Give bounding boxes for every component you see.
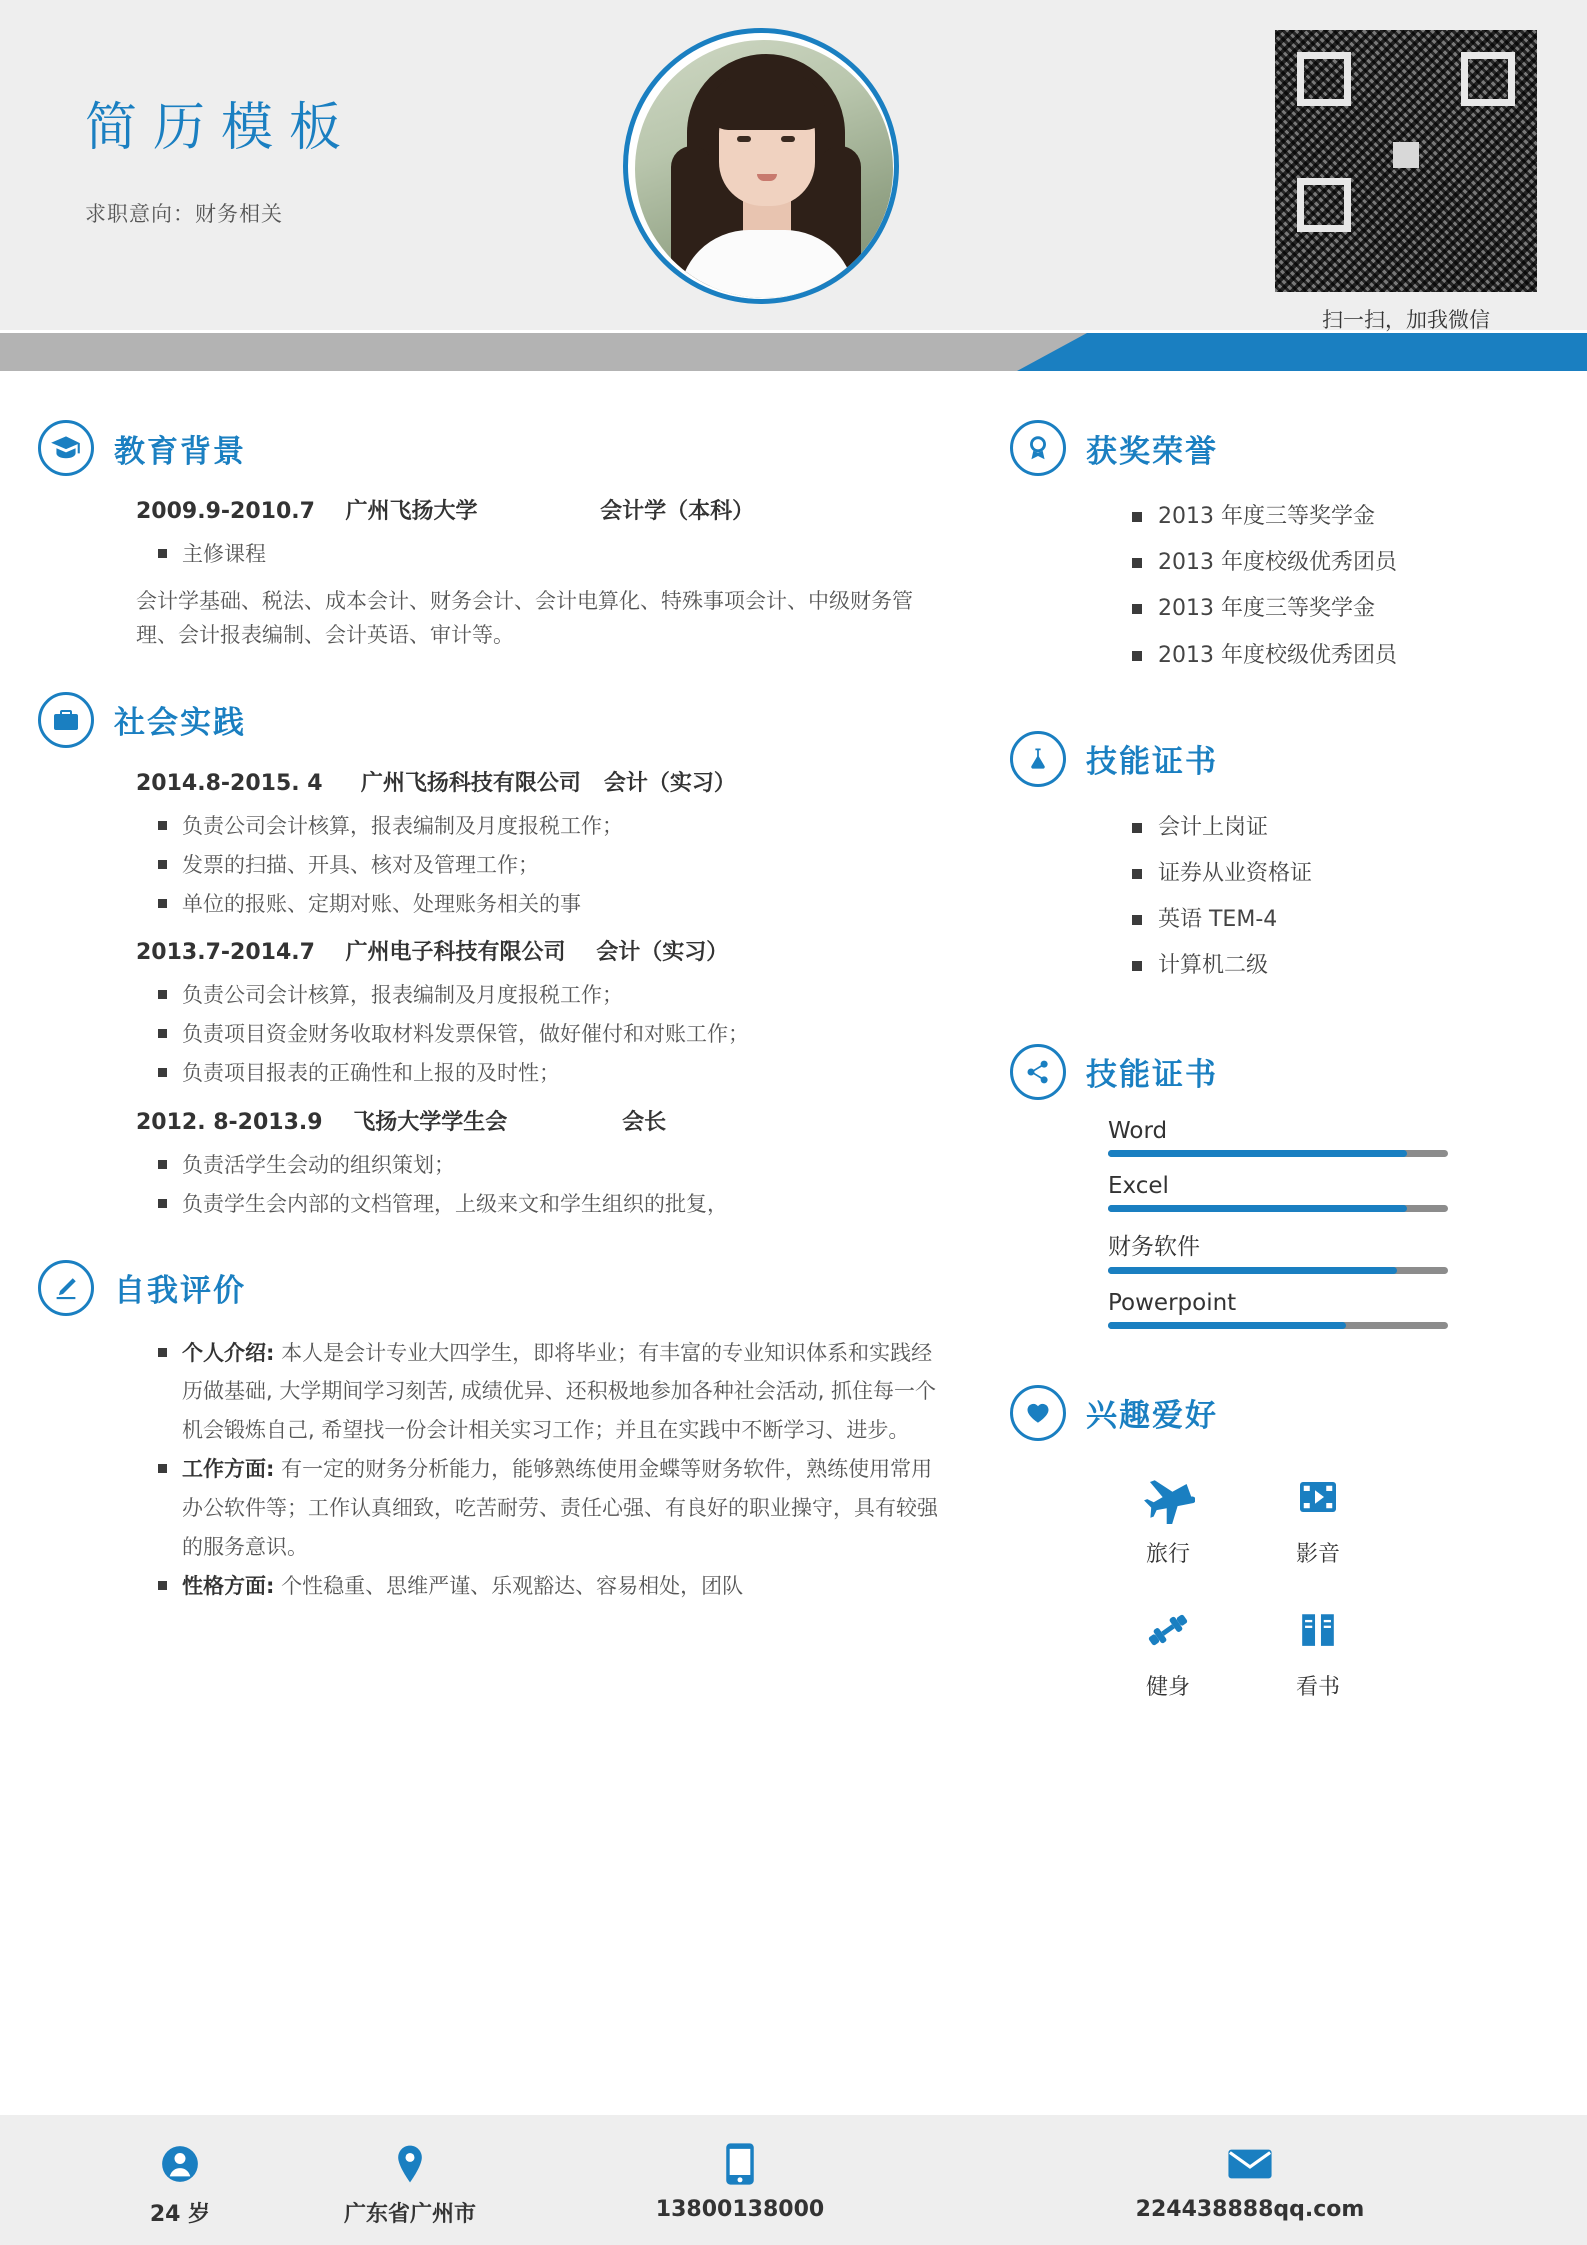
skill-bar-fill bbox=[1108, 1150, 1407, 1157]
hobby-label: 看书 bbox=[1295, 1674, 1340, 1700]
skill-bar-track bbox=[1108, 1150, 1448, 1157]
section-skills bbox=[1010, 1044, 1530, 1329]
hobby-item bbox=[1258, 1467, 1378, 1568]
list-item: 负责公司会计核算，报表编制及月度报税工作； bbox=[136, 807, 938, 846]
briefcase-icon bbox=[38, 692, 94, 748]
hobby-item bbox=[1108, 1600, 1228, 1701]
divider-band-accent bbox=[1017, 333, 1587, 371]
skill-name: Excel bbox=[1108, 1172, 1169, 1199]
qr-eye-bottom-left bbox=[1297, 178, 1351, 232]
section-education bbox=[38, 420, 938, 652]
skill-item bbox=[1108, 1290, 1530, 1329]
section-hobbies bbox=[1010, 1385, 1530, 1701]
education-entry bbox=[38, 494, 938, 652]
header bbox=[0, 0, 1587, 330]
practice-bullets bbox=[136, 976, 938, 1093]
mobile-phone-icon bbox=[723, 2139, 757, 2189]
share-nodes-icon bbox=[1010, 1044, 1066, 1100]
footer-location: 广东省广州市 bbox=[343, 2202, 476, 2227]
practice-entry bbox=[38, 766, 938, 924]
self-eval-text: 个性稳重、思维严谨、乐观豁达、容易相处，团队 bbox=[274, 1573, 744, 1598]
practice-entry bbox=[38, 935, 938, 1093]
list-item bbox=[136, 1334, 938, 1451]
skill-item bbox=[1108, 1118, 1530, 1157]
envelope-icon bbox=[1227, 2139, 1273, 2189]
award-medal-icon bbox=[1010, 420, 1066, 476]
section-header bbox=[1010, 1385, 1530, 1441]
section-title: 技能证书 bbox=[1086, 744, 1218, 781]
skill-item bbox=[1108, 1228, 1530, 1274]
list-item: 负责公司会计核算，报表编制及月度报税工作； bbox=[136, 976, 938, 1015]
section-header bbox=[1010, 1044, 1530, 1100]
section-header bbox=[38, 1260, 938, 1316]
section-title: 社会实践 bbox=[114, 705, 246, 742]
education-entry-head: 2009.9-2010.7 广州飞扬大学 会计学（本科） bbox=[136, 499, 755, 524]
qr-center bbox=[1393, 142, 1419, 168]
list-item: 计算机二级 bbox=[1108, 943, 1530, 989]
section-awards bbox=[1010, 420, 1530, 679]
footer-age: 24 岁 bbox=[149, 2202, 211, 2227]
practice-entry-head: 2014.8-2015. 4 广州飞扬科技有限公司 会计（实习） bbox=[136, 770, 736, 796]
footer bbox=[0, 2115, 1587, 2245]
certificates-list bbox=[1010, 805, 1530, 990]
open-book-icon bbox=[1258, 1600, 1378, 1660]
avatar bbox=[623, 28, 899, 304]
list-item: 会计上岗证 bbox=[1108, 805, 1530, 851]
section-header bbox=[38, 420, 938, 476]
list-item: 2013 年度三等奖学金 bbox=[1108, 494, 1530, 540]
airplane-icon bbox=[1108, 1467, 1228, 1527]
skill-bar-fill bbox=[1108, 1205, 1407, 1212]
qr-block bbox=[1275, 30, 1537, 334]
practice-bullets bbox=[136, 1146, 938, 1224]
list-item: 单位的报账、定期对账、处理账务相关的事 bbox=[136, 885, 938, 924]
list-item: 2013 年度校级优秀团员 bbox=[1108, 633, 1530, 679]
flask-icon bbox=[1010, 731, 1066, 787]
section-practice bbox=[38, 692, 938, 1224]
section-header bbox=[1010, 420, 1530, 476]
hobbies-grid bbox=[1010, 1467, 1530, 1701]
practice-bullets bbox=[136, 807, 938, 924]
skills-list bbox=[1010, 1118, 1530, 1329]
left-column bbox=[38, 420, 938, 1618]
list-item: 英语 TEM-4 bbox=[1108, 897, 1530, 943]
list-item: 2013 年度三等奖学金 bbox=[1108, 586, 1530, 632]
title-block bbox=[85, 85, 605, 228]
heart-icon bbox=[1010, 1385, 1066, 1441]
list-item: 负责项目报表的正确性和上报的及时性； bbox=[136, 1054, 938, 1093]
footer-item-age bbox=[120, 2139, 240, 2228]
pencil-edit-icon bbox=[38, 1260, 94, 1316]
avatar-eye-right bbox=[781, 136, 795, 142]
skill-bar-track bbox=[1108, 1322, 1448, 1329]
self-evaluation-list bbox=[38, 1334, 938, 1606]
education-bullets bbox=[136, 535, 938, 574]
skill-name: Word bbox=[1108, 1117, 1168, 1144]
section-header bbox=[38, 692, 938, 748]
self-eval-label: 性格方面: bbox=[182, 1573, 275, 1598]
skill-name: Powerpoint bbox=[1108, 1289, 1237, 1316]
section-title: 自我评价 bbox=[114, 1273, 246, 1310]
list-item: 负责活学生会动的组织策划； bbox=[136, 1146, 938, 1185]
section-title: 获奖荣誉 bbox=[1086, 433, 1218, 470]
self-eval-label: 个人介绍: bbox=[182, 1340, 275, 1365]
section-title: 教育背景 bbox=[114, 433, 246, 470]
list-item: 2013 年度校级优秀团员 bbox=[1108, 540, 1530, 586]
footer-item-email[interactable] bbox=[1090, 2139, 1410, 2222]
video-player-icon bbox=[1258, 1467, 1378, 1527]
right-column bbox=[1010, 420, 1530, 1709]
section-title: 技能证书 bbox=[1086, 1057, 1218, 1093]
skill-bar-track bbox=[1108, 1205, 1448, 1212]
skill-bar-fill bbox=[1108, 1322, 1346, 1329]
education-detail: 会计学基础、税法、成本会计、财务会计、会计电算化、特殊事项会计、中级财务管理、会计报表编制、会计英语、审计等。 bbox=[136, 588, 913, 647]
practice-entry-head: 2013.7-2014.7 广州电子科技有限公司 会计（实习） bbox=[136, 940, 729, 966]
self-eval-text: 本人是会计专业大四学生，即将毕业；有丰富的专业知识体系和实践经历做基础, 大学期间学习刻苦, 成绩优异、还积极地参加各种社会活动, 抓住每一个机会锻炼自己, 希望找一份会计相关实习工作；并且在实践中不断学习、进步。 bbox=[182, 1340, 937, 1443]
practice-entry bbox=[38, 1105, 938, 1224]
section-header bbox=[1010, 731, 1530, 787]
hobby-label: 旅行 bbox=[1145, 1541, 1190, 1567]
avatar-image bbox=[635, 40, 893, 298]
avatar-eye-left bbox=[737, 136, 751, 142]
self-eval-label: 工作方面: bbox=[182, 1457, 275, 1482]
hobby-label: 影音 bbox=[1295, 1541, 1340, 1567]
list-item: 负责项目资金财务收取材料发票保管，做好催付和对账工作； bbox=[136, 1015, 938, 1054]
footer-item-phone[interactable] bbox=[620, 2139, 860, 2222]
section-self-evaluation bbox=[38, 1260, 938, 1606]
practice-entry-head: 2012. 8-2013.9 飞扬大学学生会 会长 bbox=[136, 1109, 667, 1135]
dumbbell-icon bbox=[1108, 1600, 1228, 1660]
location-pin-icon bbox=[389, 2139, 431, 2189]
list-item: 证券从业资格证 bbox=[1108, 851, 1530, 897]
self-eval-text: 有一定的财务分析能力，能够熟练使用金蝶等财务软件，熟练使用常用办公软件等；工作认真细致，吃苦耐劳、责任心强、有良好的职业操守，具有较强的服务意识。 bbox=[182, 1457, 938, 1559]
section-title: 兴趣爱好 bbox=[1086, 1398, 1218, 1434]
footer-email: 224438888qq.com bbox=[1135, 2197, 1365, 2222]
hobby-item bbox=[1258, 1600, 1378, 1701]
page-title: 简历模板 bbox=[85, 98, 358, 158]
skill-bar-track bbox=[1108, 1267, 1448, 1274]
qr-caption: 扫一扫，加我微信 bbox=[1322, 308, 1490, 332]
footer-item-location bbox=[300, 2139, 520, 2228]
hobby-label: 健身 bbox=[1145, 1674, 1190, 1700]
person-icon bbox=[158, 2139, 202, 2189]
avatar-fringe bbox=[709, 74, 825, 130]
job-objective: 求职意向：财务相关 bbox=[85, 202, 283, 226]
section-certificates bbox=[1010, 731, 1530, 990]
list-item bbox=[136, 1450, 938, 1567]
skill-bar-fill bbox=[1108, 1267, 1397, 1274]
skill-name: 财务软件 bbox=[1108, 1233, 1200, 1260]
graduation-cap-icon bbox=[38, 420, 94, 476]
qr-eye-top-right bbox=[1461, 52, 1515, 106]
list-item: 负责学生会内部的文档管理，上级来文和学生组织的批复， bbox=[136, 1185, 938, 1224]
awards-list bbox=[1010, 494, 1530, 679]
list-item: 发票的扫描、开具、核对及管理工作； bbox=[136, 846, 938, 885]
footer-phone: 13800138000 bbox=[655, 2197, 825, 2222]
qr-eye-top-left bbox=[1297, 52, 1351, 106]
list-item: 主修课程 bbox=[136, 535, 938, 574]
qr-code-icon bbox=[1275, 30, 1537, 292]
skill-item bbox=[1108, 1173, 1530, 1212]
list-item bbox=[136, 1567, 938, 1606]
hobby-item bbox=[1108, 1467, 1228, 1568]
